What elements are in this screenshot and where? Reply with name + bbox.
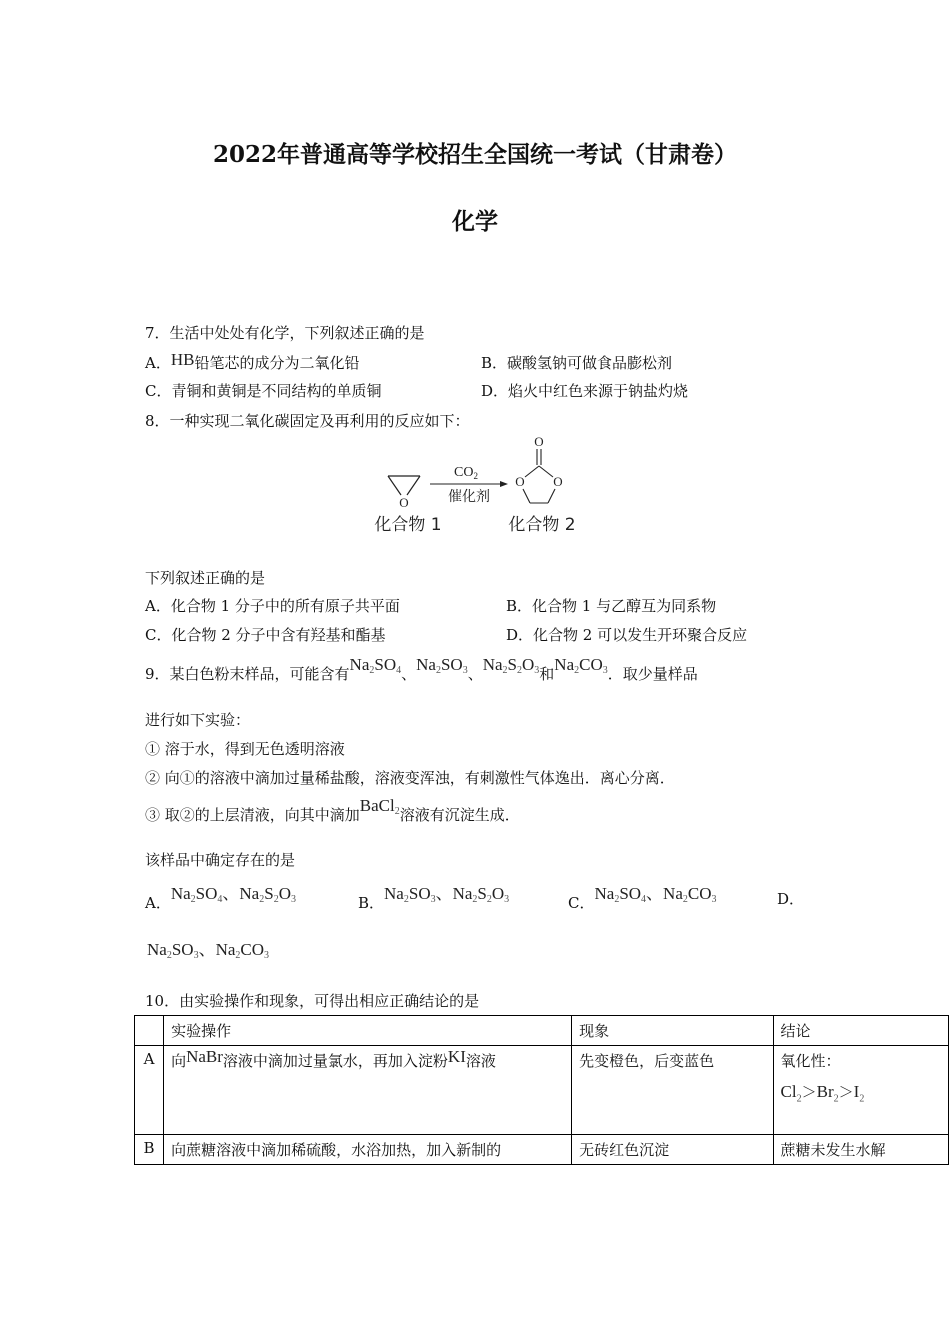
formula-na2so4: $Na_2SO_4$ [349, 655, 402, 676]
experiment-table [134, 1015, 949, 1165]
q7-option-a [145, 352, 359, 373]
q8-option-d: D．化合物 2 可以发生开环聚合反应 [506, 626, 748, 644]
epoxide-structure [388, 476, 420, 510]
compound1-label: 化合物 1 [374, 515, 442, 535]
reaction-scheme [370, 432, 600, 540]
header-cell-phenomenon: 现象 [572, 1016, 773, 1046]
header-cell-conclusion: 结论 [773, 1016, 948, 1046]
q8-stem: 8．一种实现二氧化碳固定及再利用的反应如下： [145, 412, 470, 430]
q8-prompt: 下列叙述正确的是 [145, 569, 266, 587]
q10-stem: 10．由实验操作和现象，可得出相应正确结论的是 [145, 992, 480, 1010]
formula-na2s2o3: $Na_2S_2O_3$ [482, 655, 540, 676]
table-header-row [135, 1016, 949, 1046]
q9-prompt: 该样品中确定存在的是 [145, 851, 296, 869]
formula-na2so3: $Na_2SO_3$ [416, 655, 468, 676]
q8-option-b: B．化合物 1 与乙醇互为同系物 [506, 597, 717, 615]
q7-option-d: D．焰火中红色来源于钠盐灼烧 [481, 382, 689, 400]
header-cell-index [135, 1016, 164, 1046]
table-row [135, 1046, 949, 1135]
row-label: B [135, 1135, 164, 1165]
table-row [135, 1135, 949, 1165]
page-title: 2022年普通高等学校招生全国统一考试（甘肃卷） [212, 141, 737, 168]
reaction-arrow [430, 481, 508, 487]
phenomenon-cell: 先变橙色，后变蓝色 [572, 1046, 773, 1135]
q9-step3: ③ 取②的上层清液，向其中滴加BaCl$_2$溶液有沉淀生成． [145, 796, 520, 824]
formula-hb: HB [170, 350, 195, 369]
q9-option-b: B．$Na_2SO_3$、$Na_2S_2O_3$ [358, 884, 510, 912]
q9-stem: 9．某白色粉末样品，可能含有$Na_2SO_4$、$Na_2SO_3$、$Na_2S_2O_3$和$Na_2CO_3$．取少量样品 [145, 655, 698, 683]
q9-step2: ② 向①的溶液中滴加过量稀盐酸，溶液变浑浊，有刺激性气体逸出．离心分离． [145, 769, 675, 787]
q8-option-c: C．化合物 2 分子中含有羟基和酯基 [145, 626, 386, 644]
ring-oxygen-left: O [515, 474, 525, 489]
q9-step1: ① 溶于水，得到无色透明溶液 [145, 740, 345, 758]
ring-oxygen-right: O [553, 474, 563, 489]
row-label: A [135, 1046, 164, 1135]
formula-na2co3: $Na_2CO_3$ [554, 655, 608, 676]
carbonyl-oxygen: O [534, 434, 544, 449]
carbonate-structure [515, 434, 562, 503]
option-text: 铅笔芯的成分为二氧化铅 [194, 354, 360, 372]
q9-option-d: $Na_2SO_3$、$Na_2CO_3$ [147, 940, 270, 961]
compound2-label: 化合物 2 [508, 515, 576, 535]
formula-bacl2: BaCl$_2$ [359, 796, 400, 817]
conclusion-cell: 蔗糖未发生水解 [773, 1135, 948, 1165]
epoxide-oxygen: O [399, 495, 409, 510]
oxidizing-comparison: $Cl_2>Br_2>I_2$ [780, 1082, 865, 1105]
q9-option-d-label: D． [777, 890, 805, 908]
phenomenon-cell: 无砖红色沉淀 [572, 1135, 773, 1165]
q9-option-c: C．$Na_2SO_4$、$Na_2CO_3$ [568, 884, 717, 912]
header-cell-operation: 实验操作 [164, 1016, 572, 1046]
q9-line2: 进行如下实验： [145, 711, 251, 729]
q9-option-a: A．$Na_2SO_4$、$Na_2S_2O_3$ [145, 884, 296, 912]
subject-title: 化学 [452, 208, 498, 235]
option-label: A． [145, 354, 171, 372]
catalyst-label: 催化剂 [448, 489, 490, 505]
operation-cell: 向蔗糖溶液中滴加稀硫酸，水浴加热，加入新制的 [164, 1135, 572, 1165]
reagent-co2: $CO_2$ [454, 465, 478, 481]
q7-option-c: C．青铜和黄铜是不同结构的单质铜 [145, 382, 382, 400]
q8-option-a: A．化合物 1 分子中的所有原子共平面 [145, 597, 400, 615]
q7-stem: 7．生活中处处有化学，下列叙述正确的是 [145, 324, 425, 342]
q7-option-b: B．碳酸氢钠可做食品膨松剂 [481, 354, 673, 372]
operation-cell: 向NaBr溶液中滴加过量氯水，再加入淀粉KI溶液 [164, 1046, 572, 1135]
conclusion-cell: 氧化性： $Cl_2>Br_2>I_2$ [773, 1046, 948, 1135]
